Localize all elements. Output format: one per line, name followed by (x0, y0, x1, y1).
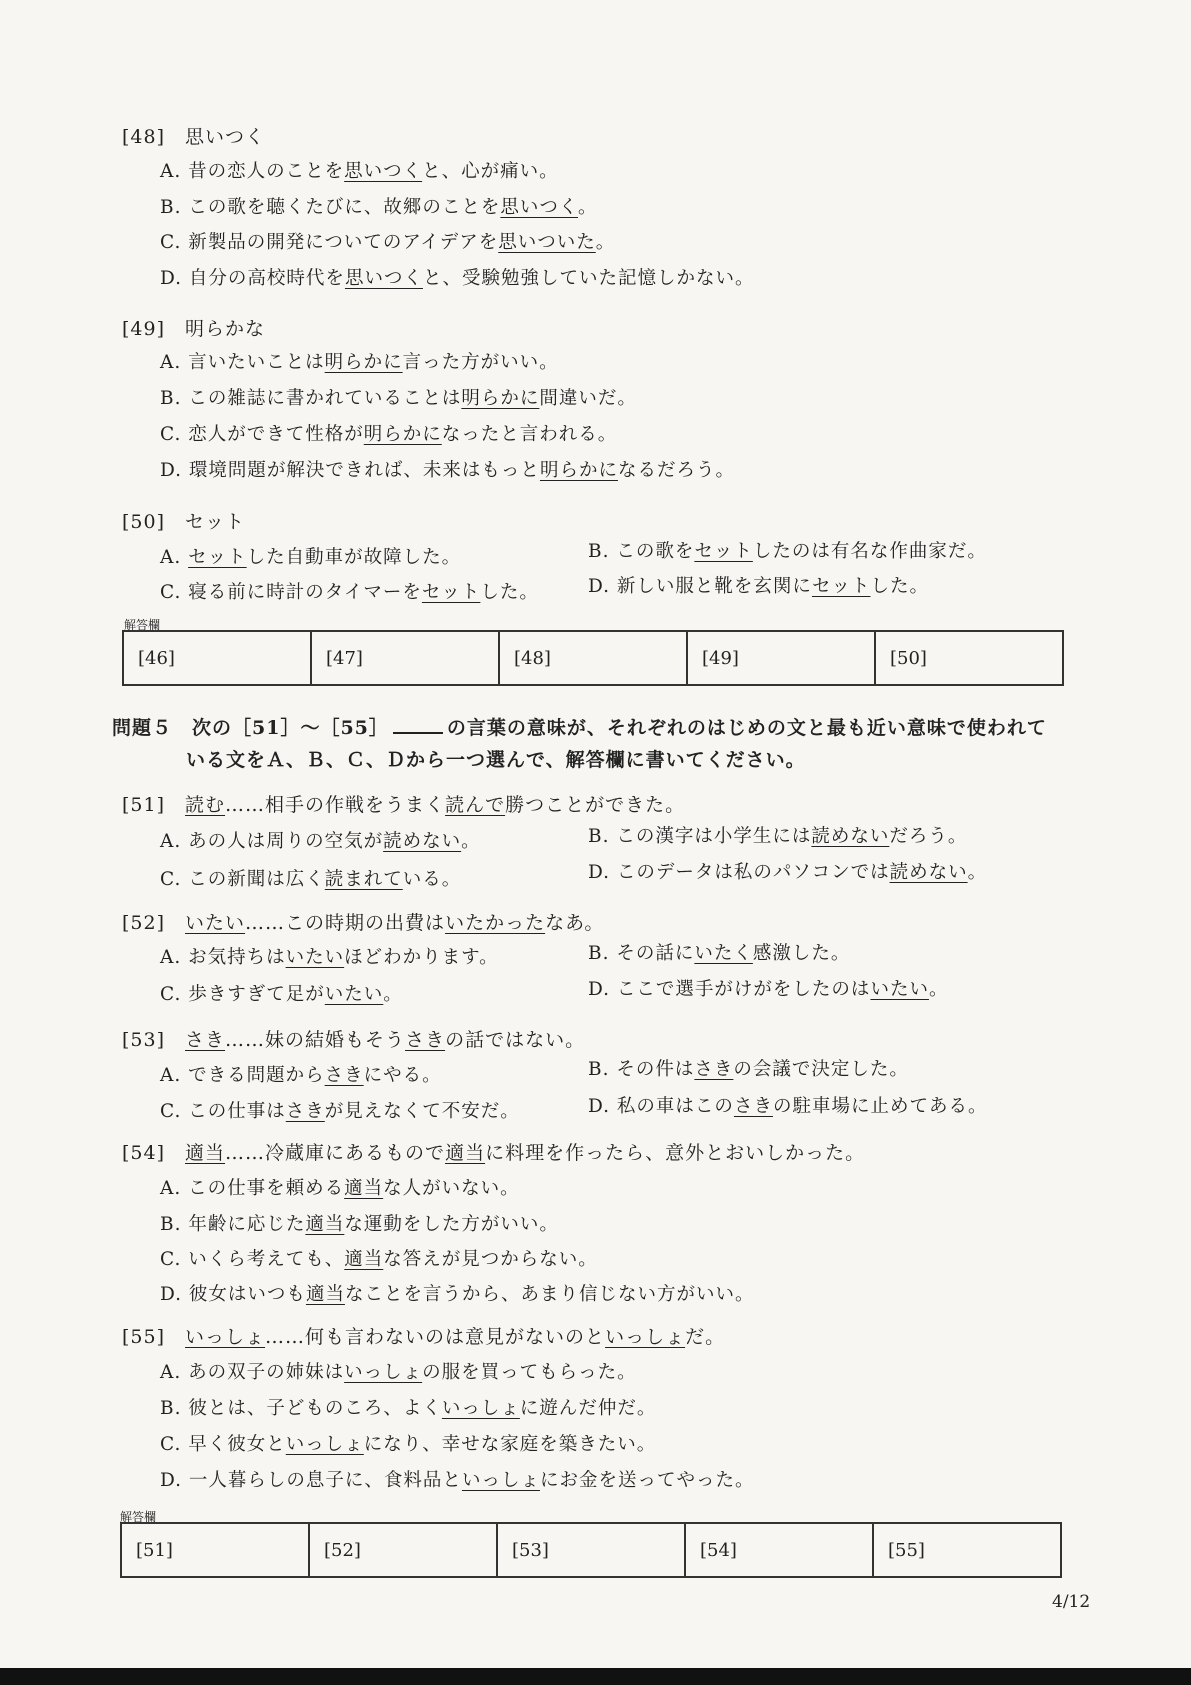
q53-option-c: C. この仕事はさきが見えなくて不安だ。 (160, 1101, 520, 1122)
scan-edge-bar (0, 1668, 1191, 1685)
answer-cell-46[interactable]: [46] (123, 631, 311, 685)
q54-option-d: D. 彼女はいつも適当なことを言うから、あまり信じない方がいい。 (160, 1284, 755, 1305)
q54-option-b: B. 年齢に応じた適当な運動をした方がいい。 (160, 1214, 559, 1235)
q50-option-c: C. 寝る前に時計のタイマーをセットした。 (160, 582, 539, 603)
q50-option-a: A. セットした自動車が故障した。 (160, 547, 462, 568)
answer-cell-53[interactable]: [53] (497, 1523, 685, 1577)
q54-option-c: C. いくら考えても、適当な答えが見つからない。 (160, 1249, 598, 1270)
q51-option-a: A. あの人は周りの空気が読めない。 (160, 831, 481, 852)
answer-cell-47[interactable]: [47] (311, 631, 499, 685)
q49-option-a: A. 言いたいことは明らかに言った方がいい。 (160, 352, 559, 373)
q48-option-d: D. 自分の高校時代を思いつくと、受験勉強していた記憶しかない。 (160, 268, 755, 289)
q49-option-d: D. 環境問題が解決できれば、未来はもっと明らかになるだろう。 (160, 460, 735, 481)
q52-option-d: D. ここで選手がけがをしたのはいたい。 (588, 979, 949, 1000)
answer-cell-49[interactable]: [49] (687, 631, 875, 685)
q55-option-d: D. 一人暮らしの息子に、食料品といっしょにお金を送ってやった。 (160, 1470, 755, 1491)
q53-option-a: A. できる問題からさきにやる。 (160, 1065, 442, 1086)
q48-option-a: A. 昔の恋人のことを思いつくと、心が痛い。 (160, 161, 559, 182)
q48-option-c: C. 新製品の開発についてのアイデアを思いついた。 (160, 232, 616, 253)
answer-cell-50[interactable]: [50] (875, 631, 1063, 685)
answer-box-label: 解答欄 (120, 1510, 157, 1524)
q52-option-b: B. その話にいたく感激した。 (588, 943, 851, 964)
q55-option-c: C. 早く彼女といっしょになり、幸せな家庭を築きたい。 (160, 1434, 657, 1455)
q50-option-d: D. 新しい服と靴を玄関にセットした。 (588, 576, 929, 597)
q50-option-b: B. この歌をセットしたのは有名な作曲家だ。 (588, 541, 987, 562)
question-53-heading: [53] さき……妹の結婚もそうさきの話ではない。 (122, 1029, 586, 1051)
answer-cell-52[interactable]: [52] (309, 1523, 497, 1577)
q49-option-c: C. 恋人ができて性格が明らかになったと言われる。 (160, 424, 618, 445)
q49-option-b: B. この雑誌に書かれていることは明らかに間違いだ。 (160, 388, 637, 409)
question-50-heading: [50] セット (122, 511, 246, 533)
section-5-instruction-line2: いる文をＡ、Ｂ、Ｃ、Ｄから一つ選んで、解答欄に書いてください。 (186, 749, 806, 771)
section-5-instruction-line1: 問題５ 次の［51］～［55］ の言葉の意味が、それぞれのはじめの文と最も近い意味で使われて (112, 713, 1047, 740)
question-48-heading: [48] 思いつく (122, 126, 266, 148)
q53-option-b: B. その件はさきの会議で決定した。 (588, 1059, 909, 1080)
answer-cell-54[interactable]: [54] (685, 1523, 873, 1577)
answer-cell-55[interactable]: [55] (873, 1523, 1061, 1577)
answer-table-51-55 (120, 1522, 1062, 1578)
question-52-heading: [52] いたい……この時期の出費はいたかったなあ。 (122, 912, 605, 934)
answer-box-label: 解答欄 (124, 618, 161, 632)
question-54-heading: [54] 適当……冷蔵庫にあるもので適当に料理を作ったら、意外とおいしかった。 (122, 1142, 866, 1164)
answer-table-46-50 (122, 630, 1064, 686)
q55-option-a: A. あの双子の姉妹はいっしょの服を買ってもらった。 (160, 1362, 637, 1383)
q52-option-a: A. お気持ちはいたいほどわかります。 (160, 947, 499, 968)
answer-cell-48[interactable]: [48] (499, 631, 687, 685)
question-55-heading: [55] いっしょ……何も言わないのは意見がないのといっしょだ。 (122, 1326, 726, 1348)
page-number: 4/12 (1052, 1592, 1091, 1612)
q53-option-d: D. 私の車はこのさきの駐車場に止めてある。 (588, 1096, 988, 1117)
q55-option-b: B. 彼とは、子どものころ、よくいっしょに遊んだ仲だ。 (160, 1398, 657, 1419)
q51-option-d: D. このデータは私のパソコンでは読めない。 (588, 862, 988, 883)
answer-cell-51[interactable]: [51] (121, 1523, 309, 1577)
q51-option-b: B. この漢字は小学生には読めないだろう。 (588, 826, 968, 847)
q52-option-c: C. 歩きすぎて足がいたい。 (160, 984, 403, 1005)
underline-blank (393, 714, 443, 734)
q48-option-b: B. この歌を聴くたびに、故郷のことを思いつく。 (160, 197, 598, 218)
q51-option-c: C. この新聞は広く読まれている。 (160, 869, 462, 890)
q54-option-a: A. この仕事を頼める適当な人がいない。 (160, 1178, 520, 1199)
question-49-heading: [49] 明らかな (122, 318, 266, 340)
question-51-heading: [51] 読む……相手の作戦をうまく読んで勝つことができた。 (122, 794, 686, 816)
